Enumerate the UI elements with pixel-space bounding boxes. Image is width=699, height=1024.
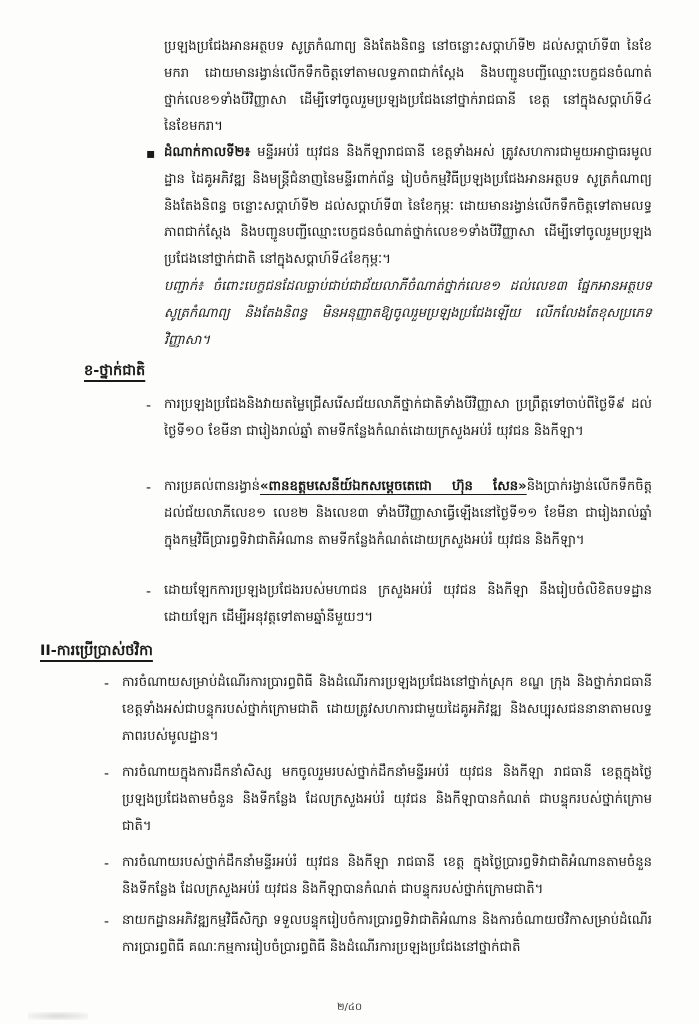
paragraph-budget-4: នាយកដ្ឋានអភិវឌ្ឍកម្មវិធីសិក្សា ទទួលបន្ទុករៀបចំការប្រារព្ធទិវាជាតិអំណាន និងការចំណាយថវិកាសម្រាប់ដំណើរការប្រារព្ធពិធី គណៈកម្មការរៀបចំប្រារព្ធពិធី និងដំណើរការប្រឡងប្រជែងនៅថ្នាក់ជាតិ (122, 913, 652, 955)
dash-marker: - (146, 480, 152, 496)
paragraph-budget-2: ការចំណាយក្នុងការដឹកនាំសិស្ស មកចូលរួមរបស់ថ្នាក់ដឹកនាំមន្ទីរអប់រំ យុវជន និងកីឡា រាជធានី ខេត្តក្នុងថ្ងៃប្រឡងប្រជែងតាមចំនួន និងទីកន្លែង ដែលក្រសួងអប់រំ យុវជន និងកីឡាបានកំណត់ ជាបន្ទុករបស់ថ្នាក់ក្រោមជាតិ។ (122, 765, 652, 834)
paragraph-stage2 (164, 140, 652, 274)
dash-marker: - (104, 856, 110, 872)
dash-marker: - (146, 398, 152, 414)
paragraph-national-3: ដោយឡែកការប្រឡងប្រជែងរបស់មហាជន ក្រសួងអប់រំ យុវជន និងកីឡា នឹងរៀបចំលិខិតបទដ្ឋានដោយឡែក ដើម្បីអនុវត្តទៅតាមឆ្នាំនីមួយៗ។ (164, 583, 652, 625)
paragraph-national-2 (164, 474, 652, 554)
dash-marker: - (104, 766, 110, 782)
heading-national-level: ខ-ថ្នាក់ជាតិ (84, 363, 146, 379)
dash-marker: - (104, 914, 110, 930)
scan-smudge (28, 1012, 88, 1020)
heading-budget-usage: II-ការប្រើប្រាស់ថវិកា (40, 643, 153, 659)
paragraph-stage1-continuation: ប្រឡងប្រជែងអានអត្ថបទ សូត្រកំណាព្យ និងតែងនិពន្ធ នៅចន្លោះសប្តាហ៍ទី២ ដល់សប្តាហ៍ទី៣ នៃខែមករា ដោយមានរង្វាន់លើកទឹកចិត្តទៅតាមលទ្ធភាពជាក់ស្តែង និងបញ្ជូនបញ្ជីឈ្មោះបេក្ខជនចំណាត់ថ្នាក់លេខ១ទាំងបីវិញ្ញាសា ដើម្បីទៅចូលរួមប្រឡងប្រជែងនៅថ្នាក់រាជធានី ខេត្ត នៅក្នុងសប្តាហ៍ទី៤ នៃខែមករា។ (164, 39, 652, 135)
dash-marker: - (146, 584, 152, 600)
dash-marker: - (104, 676, 110, 692)
award-intro: ការប្រគល់ពានរង្វាន់ (164, 479, 261, 494)
award-name: «ពានឧត្តមសេនីយ៍ឯកសម្តេចតេជោ ហ៊ុន សែន» (260, 479, 527, 494)
stage2-text: មន្ទីរអប់រំ យុវជន និងកីឡារាជធានី ខេត្តទាំងអស់ ត្រូវសហការជាមួយអាជ្ញាធរមូលដ្ឋាន ដៃគូអភិវឌ្ឍ និងមន្ត្រីជំនាញនៃមន្ទីរពាក់ព័ន្ធ រៀបចំកម្មវិធីប្រឡងប្រជែងអានអត្ថបទ សូត្រកំណាព្យ និងតែងនិពន្ធ ចន្លោះសប្តាហ៍ទី២ ដល់សប្តាហ៍ទី៣ នៃខែកុម្ភៈ ដោយមានរង្វាន់លើកទឹកចិត្តទៅតាមលទ្ធភាពជាក់ស្តែង និងបញ្ជូនបញ្ជីឈ្មោះបេក្ខជនចំណាត់ថ្នាក់លេខ១ទាំងបីវិញ្ញាសា ដើម្បីទៅចូលរួមប្រឡងប្រជែងនៅថ្នាក់ជាតិ នៅក្នុងសប្តាហ៍ទី៤ខែកុម្ភៈ។ (164, 145, 652, 268)
award-details: និងប្រាក់រង្វាន់លើកទឹកចិត្តដល់ជ័យលាភីលេខ១ លេខ២ និងលេខ៣ ទាំងបីវិញ្ញាសាធ្វើឡើងនៅថ្ងៃទី១១ ខែមីនា ជារៀងរាល់ឆ្នាំក្នុងកម្មវិធីប្រារព្ធទិវាជាតិអំណាន តាមទីកន្លែងកំណត់ដោយក្រសួងអប់រំ យុវជន និងកីឡា។ (164, 479, 652, 548)
bullet-icon: ▪ (146, 146, 156, 162)
paragraph-national-1: ការប្រឡងប្រជែងនិងវាយតម្លៃជ្រើសរើសជ័យលាភីថ្នាក់ជាតិទាំងបីវិញ្ញាសា ប្រព្រឹត្តទៅចាប់ពីថ្ងៃទី៩ ដល់ថ្ងៃទី១០ ខែមីនា ជារៀងរាល់ឆ្នាំ តាមទីកន្លែងកំណត់ដោយក្រសួងអប់រំ យុវជន និងកីឡា។ (164, 397, 652, 439)
page-number: ២/៤០ (336, 1002, 363, 1013)
paragraph-note: បញ្ជាក់៖ ចំពោះបេក្ខជនដែលធ្លាប់ជាប់ជាជ័យលាភីចំណាត់ថ្នាក់លេខ១ ដល់លេខ៣ ផ្នែកអានអត្ថបទ សូត្រកំណាព្យ និងតែងនិពន្ធ មិនអនុញ្ញាតឱ្យចូលរួមប្រឡងប្រជែងឡើយ លើកលែងតែខុសប្រភេទវិញ្ញាសា។ (164, 279, 652, 348)
paragraph-budget-3: ការចំណាយរបស់ថ្នាក់ដឹកនាំមន្ទីរអប់រំ យុវជន និងកីឡា រាជធានី ខេត្ត ក្នុងថ្ងៃប្រារព្ធទិវាជាតិអំណានតាមចំនួន និងទីកន្លែង ដែលក្រសួងអប់រំ យុវជន និងកីឡាបានកំណត់ ជាបន្ទុករបស់ថ្នាក់ក្រោមជាតិ។ (122, 855, 652, 897)
stage2-label: ដំណាក់កាលទី២៖ (164, 145, 251, 160)
paragraph-budget-1: ការចំណាយសម្រាប់ដំណើរការប្រារព្ធពិធី និងដំណើរការប្រឡងប្រជែងនៅថ្នាក់ស្រុក ខណ្ឌ ក្រុង និងថ្នាក់រាជធានី ខេត្តទាំងអស់ជាបន្ទុករបស់ថ្នាក់ក្រោមជាតិ ដោយត្រូវសហការជាមួយដៃគូអភិវឌ្ឍ និងសប្បុរសជននានាតាមលទ្ធភាពរបស់មូលដ្ឋាន។ (122, 675, 652, 744)
